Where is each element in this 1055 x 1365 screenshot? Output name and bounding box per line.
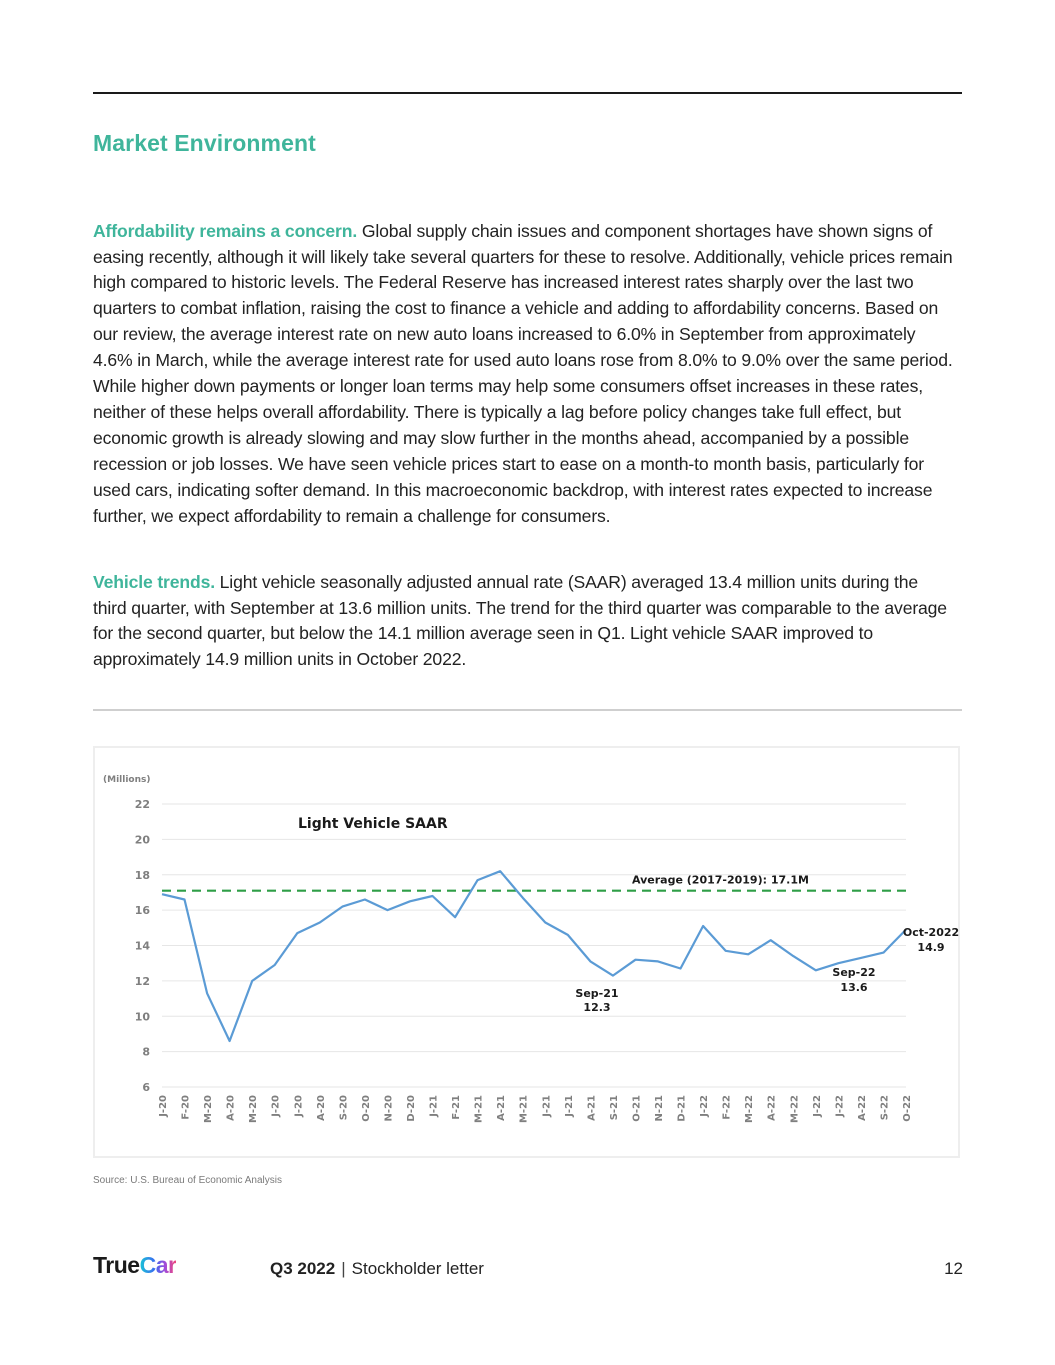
x-tick-label: F-22 [721,1095,733,1120]
paragraph-vehicle-trends [93,570,955,674]
x-tick-label: A-20 [225,1095,237,1121]
y-axis-label: (Millions) [103,775,151,785]
x-tick-label: A-21 [496,1095,508,1121]
x-tick-label: J-22 [834,1095,846,1117]
x-tick-label: A-22 [856,1095,868,1121]
saar-chart [93,746,960,1158]
page-number: 12 [944,1259,963,1278]
paragraph-body: Global supply chain issues and component shortages have shown signs of easing recently, although it will likely take several quarters for these to resolve. Additionally, vehicle prices remain high compared to historic levels. The Federal Reserve has increased interest rates sharply over the last two quarters to combat inflation, raising the cost to finance a vehicle and adding to affordability concerns. Based on our review, the average interest rate on new auto loans increased to 6.0% in September from approximately 4.6% in March, while the average interest rate for used auto loans rose from 8.0% to 9.0% over the same period. While higher down payments or longer loan terms may help some consumers offset increases in these rates, neither of these helps overall affordability. There is typically a lag before policy changes take full effect, but economic growth is already slowing and may slow further in the months ahead, accompanied by a possible recession or job losses. We have seen vehicle prices start to ease on a month-to month basis, particularly for used cars, indicating softer demand. In this macroeconomic backdrop, with interest rates expected to increase further, we expect affordability to remain a challenge for consumers. [93,220,953,526]
x-tick-label: D-21 [676,1095,688,1122]
saar-series-line [162,871,906,1041]
x-tick-label: O-22 [902,1095,913,1122]
y-tick-label: 6 [142,1081,150,1094]
x-tick-label: J-22 [699,1095,711,1117]
average-label: Average (2017-2019): 17.1M [632,873,809,887]
annotation-label: Oct-2022 [902,926,960,939]
y-tick-label: 16 [134,904,150,918]
y-tick-label: 10 [134,1010,150,1024]
x-tick-label: J-22 [811,1095,823,1117]
section-title: Market Environment [93,130,316,156]
annotation-label: Sep-22 [832,966,876,979]
chart-divider [93,709,962,711]
annotation-value: 12.3 [583,1001,611,1014]
chart-title: Light Vehicle SAAR [298,816,448,832]
x-tick-label: O-20 [360,1095,372,1122]
x-tick-label: M-22 [789,1095,801,1124]
x-tick-label: S-20 [338,1095,350,1121]
y-tick-label: 22 [134,798,150,811]
paragraph-affordability [93,219,955,530]
y-tick-label: 12 [134,974,150,988]
y-tick-label: 8 [142,1045,150,1059]
x-tick-label: A-22 [766,1095,778,1121]
annotation-label: Sep-21 [575,987,619,1000]
annotation-value: 13.6 [840,981,868,994]
footer-doc-title [270,1259,484,1279]
footer-quarter: Q3 2022 [270,1259,336,1278]
y-tick-label: 18 [134,868,150,882]
y-tick-label: 20 [134,833,150,847]
x-tick-label: M-20 [248,1095,260,1124]
x-tick-label: J-21 [563,1095,575,1117]
x-tick-label: M-20 [203,1095,215,1124]
annotation-value: 14.9 [917,941,945,954]
x-tick-label: O-21 [631,1095,643,1122]
x-tick-label: A-21 [586,1095,598,1121]
x-tick-label: J-20 [293,1095,305,1117]
paragraph-lead: Affordability remains a concern. [93,220,358,241]
top-divider [93,92,962,94]
x-tick-label: A-20 [315,1095,327,1121]
x-tick-label: M-22 [744,1095,756,1124]
x-tick-label: J-20 [158,1095,169,1117]
footer-separator: | [341,1259,346,1278]
chart-canvas [95,748,962,1160]
x-tick-label: F-20 [180,1095,192,1120]
x-tick-label: S-22 [879,1095,891,1121]
x-tick-label: M-21 [473,1095,485,1124]
truecar-logo [93,1252,176,1279]
footer-doc-name: Stockholder letter [351,1259,484,1278]
paragraph-body: Light vehicle seasonally adjusted annual rate (SAAR) averaged 13.4 million units during the third quarter, with September at 13.6 million units. The trend for the third quarter was comparable to the average for the second quarter, but below the 14.1 million average seen in Q1. Light vehicle SAAR improved to approximately 14.9 million units in October 2022. [93,571,947,670]
paragraph-lead: Vehicle trends. [93,571,215,592]
x-tick-label: F-21 [451,1095,463,1120]
logo-car-text: Car [139,1252,177,1278]
x-tick-label: D-20 [406,1095,417,1122]
x-tick-label: N-20 [383,1095,395,1122]
y-tick-label: 14 [134,939,150,953]
x-tick-label: M-21 [518,1095,530,1124]
x-tick-label: N-21 [654,1095,665,1122]
x-tick-label: J-20 [270,1095,282,1117]
x-tick-label: J-21 [428,1095,440,1117]
x-tick-label: S-21 [608,1095,620,1121]
x-tick-label: J-21 [541,1095,553,1117]
source-note: Source: U.S. Bureau of Economic Analysis [93,1175,282,1186]
logo-true-text: True [93,1252,140,1278]
